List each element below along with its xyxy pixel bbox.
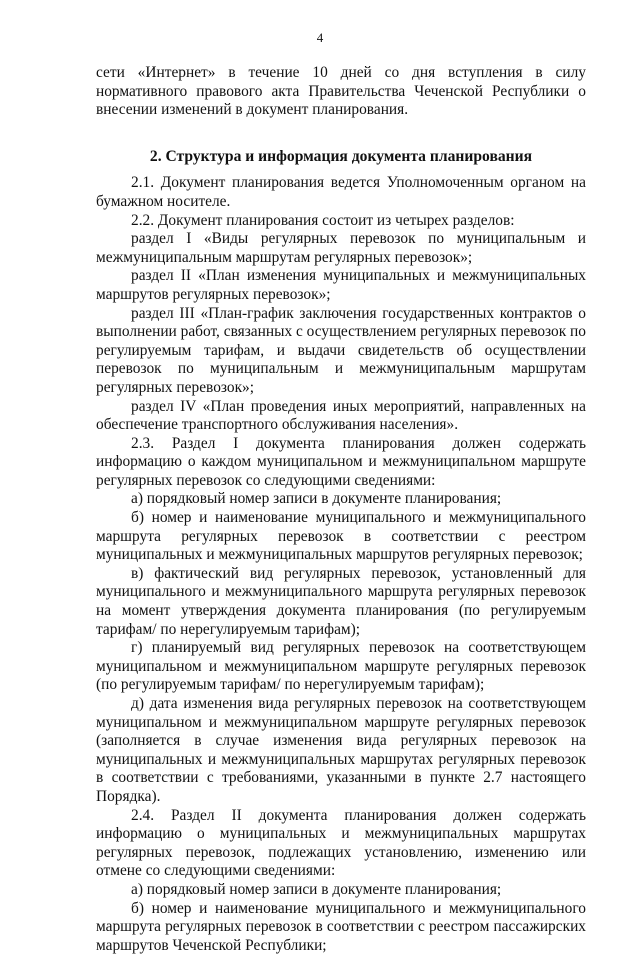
list-item: раздел III «План-график заключения государственных контрактов о выполнении работ, связанных с осуществлением регулярных перевозок по регулируемым тарифам, и выдачи свидетельств об осуществлении перевозок по муниципальным и межмуниципальным маршрутам регулярных перевозок»; <box>96 304 586 396</box>
page-number: 4 <box>316 30 324 45</box>
intro-paragraph: сети «Интернет» в течение 10 дней со дня вступления в силу нормативного правового акта Правительства Чеченской Республики о внесении изменений в документ планирования. <box>96 64 586 119</box>
paragraph: 2.1. Документ планирования ведется Уполномоченным органом на бумажном носителе. <box>96 174 586 210</box>
list-item: д) дата изменения вида регулярных перевозок на соответствующем муниципальном и межмуниципальном маршруте регулярных перевозок (заполняется в случае изменения вида регулярных перевозок на муниципальных и межмуниципальных маршрутах регулярных перевозок в соответствии с требованиями, указанными в пункте 2.7 настоящего Порядка). <box>96 695 586 805</box>
section-heading: 2. Структура и информация документа планирования <box>149 147 533 165</box>
list-item: в) фактический вид регулярных перевозок, установленный для муниципального и межмуниципального маршрута регулярных перевозок на момент утверждения документа планирования (по регулируемым тарифам/ по нерегулируемым тарифам); <box>96 564 586 638</box>
list-item: б) номер и наименование муниципального и межмуниципального маршрута регулярных перевозок в соответствии с реестром пассажирских маршрутов Чеченской Республики; <box>96 899 586 954</box>
list-item: а) порядковый номер записи в документе планирования; <box>131 490 502 508</box>
list-item: раздел II «План изменения муниципальных и межмуниципальных маршрутов регулярных перевозок»; <box>96 267 586 303</box>
list-item: раздел IV «План проведения иных мероприятий, направленных на обеспечение транспортного обслуживания населения». <box>96 397 586 434</box>
document-body <box>96 64 586 955</box>
paragraph: 2.4. Раздел II документа планирования должен содержать информацию о муниципальных и межмуниципальных маршрутах регулярных перевозок, подлежащих установлению, изменению или отмене со следующими сведениями: <box>96 806 586 880</box>
paragraph: 2.3. Раздел I документа планирования должен содержать информацию о каждом муниципальном и межмуниципальном маршруте регулярных перевозок со следующими сведениями: <box>96 434 586 489</box>
list-item: б) номер и наименование муниципального и межмуниципального маршрута регулярных перевозок в соответствии с реестром муниципальных и межмуниципальных маршрутов регулярных перевозок; <box>96 509 586 564</box>
paragraph: 2.2. Документ планирования состоит из четырех разделов: <box>131 211 515 229</box>
list-item: г) планируемый вид регулярных перевозок на соответствующем муниципальном и межмуниципальном маршруте регулярных перевозок (по регулируемым тарифам/ по нерегулируемым тарифам); <box>96 639 586 694</box>
list-item: а) порядковый номер записи в документе планирования; <box>131 880 502 898</box>
list-item: раздел I «Виды регулярных перевозок по муниципальным и межмуниципальным маршрутам регулярных перевозок»; <box>96 230 586 266</box>
